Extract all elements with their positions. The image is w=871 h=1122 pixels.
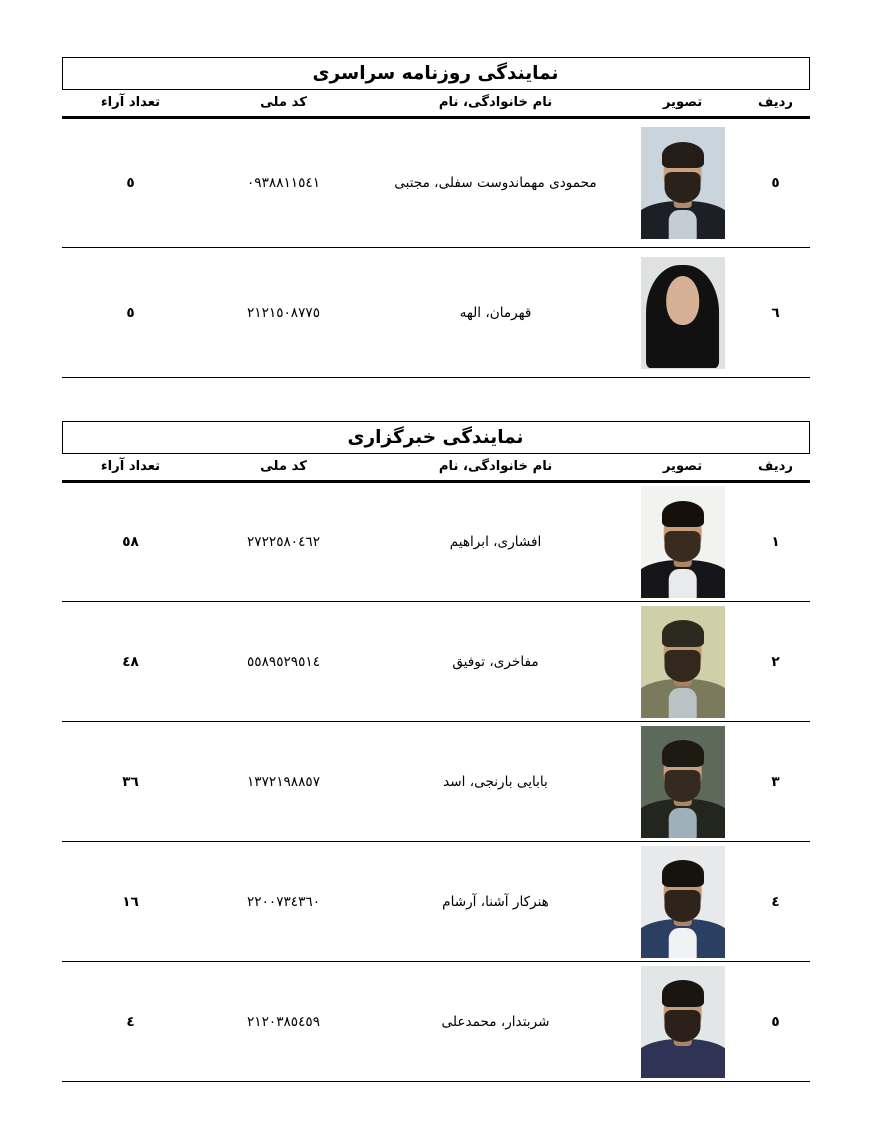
table-block-newspaper: [62, 0, 810, 378]
cell-photo: [624, 722, 742, 842]
cell-code: ٠٩٣٨٨١١٥٤١: [200, 118, 368, 248]
cell-code: ٢١٢١٥٠٨٧٧٥: [200, 248, 368, 378]
cell-name: محمودی مهماندوست سفلی، مجتبی: [368, 118, 624, 248]
cell-votes: ٤: [62, 962, 200, 1082]
cell-photo: [624, 842, 742, 962]
table-row: [62, 482, 810, 602]
column-header-votes: تعداد آراء: [62, 454, 200, 482]
column-header-radif: ردیف: [742, 90, 810, 118]
cell-radif: ٤: [742, 842, 810, 962]
column-header-photo: تصویر: [624, 90, 742, 118]
cell-radif: ١: [742, 482, 810, 602]
table-header-row: [62, 90, 810, 118]
cell-votes: ٥: [62, 248, 200, 378]
table-row: [62, 842, 810, 962]
cell-votes: ٤٨: [62, 602, 200, 722]
cell-name: مفاخری، توفیق: [368, 602, 624, 722]
cell-radif: ٥: [742, 962, 810, 1082]
cell-radif: ٦: [742, 248, 810, 378]
results-table-newsagency: [62, 454, 810, 1082]
cell-name: افشاری، ابراهیم: [368, 482, 624, 602]
table-row: [62, 722, 810, 842]
cell-code: ٥٥٨٩٥٢٩٥١٤: [200, 602, 368, 722]
cell-radif: ٥: [742, 118, 810, 248]
table-row: [62, 248, 810, 378]
eyeglasses-icon: [665, 524, 700, 533]
portrait-photo: [641, 606, 725, 718]
cell-votes: ٥: [62, 118, 200, 248]
cell-votes: ٥٨: [62, 482, 200, 602]
column-header-name: نام خانوادگی، نام: [368, 454, 624, 482]
column-header-radif: ردیف: [742, 454, 810, 482]
portrait-photo: [641, 257, 725, 369]
table-row: [62, 602, 810, 722]
cell-photo: [624, 962, 742, 1082]
cell-photo: [624, 118, 742, 248]
portrait-photo: [641, 966, 725, 1078]
portrait-photo: [641, 846, 725, 958]
cell-code: ١٣٧٢١٩٨٨٥٧: [200, 722, 368, 842]
cell-radif: ٣: [742, 722, 810, 842]
table-row: [62, 118, 810, 248]
cell-name: قهرمان، الهه: [368, 248, 624, 378]
cell-name: شربتدار، محمدعلی: [368, 962, 624, 1082]
cell-code: ٢٢٠٠٧٣٤٣٦٠: [200, 842, 368, 962]
column-header-photo: تصویر: [624, 454, 742, 482]
cell-name: هنرکار آشنا، آرشام: [368, 842, 624, 962]
column-header-votes: تعداد آراء: [62, 90, 200, 118]
portrait-photo: [641, 726, 725, 838]
table-title-newspaper: نمایندگی روزنامه سراسری: [62, 57, 810, 90]
portrait-photo: [641, 127, 725, 239]
cell-code: ٢٧٢٢٥٨٠٤٦٢: [200, 482, 368, 602]
cell-code: ٢١٢٠٣٨٥٤٥٩: [200, 962, 368, 1082]
cell-photo: [624, 602, 742, 722]
table-header-row: [62, 454, 810, 482]
cell-photo: [624, 482, 742, 602]
results-table-newspaper: [62, 90, 810, 378]
cell-photo: [624, 248, 742, 378]
table-title-newsagency: نمایندگی خبرگزاری: [62, 421, 810, 454]
table-row: [62, 962, 810, 1082]
portrait-photo: [641, 486, 725, 598]
cell-votes: ٣٦: [62, 722, 200, 842]
cell-votes: ١٦: [62, 842, 200, 962]
column-header-code: کد ملی: [200, 90, 368, 118]
column-header-code: کد ملی: [200, 454, 368, 482]
column-header-name: نام خانوادگی، نام: [368, 90, 624, 118]
cell-name: بابایی بارنجی، اسد: [368, 722, 624, 842]
cell-radif: ٢: [742, 602, 810, 722]
table-block-newsagency: [62, 378, 810, 1082]
